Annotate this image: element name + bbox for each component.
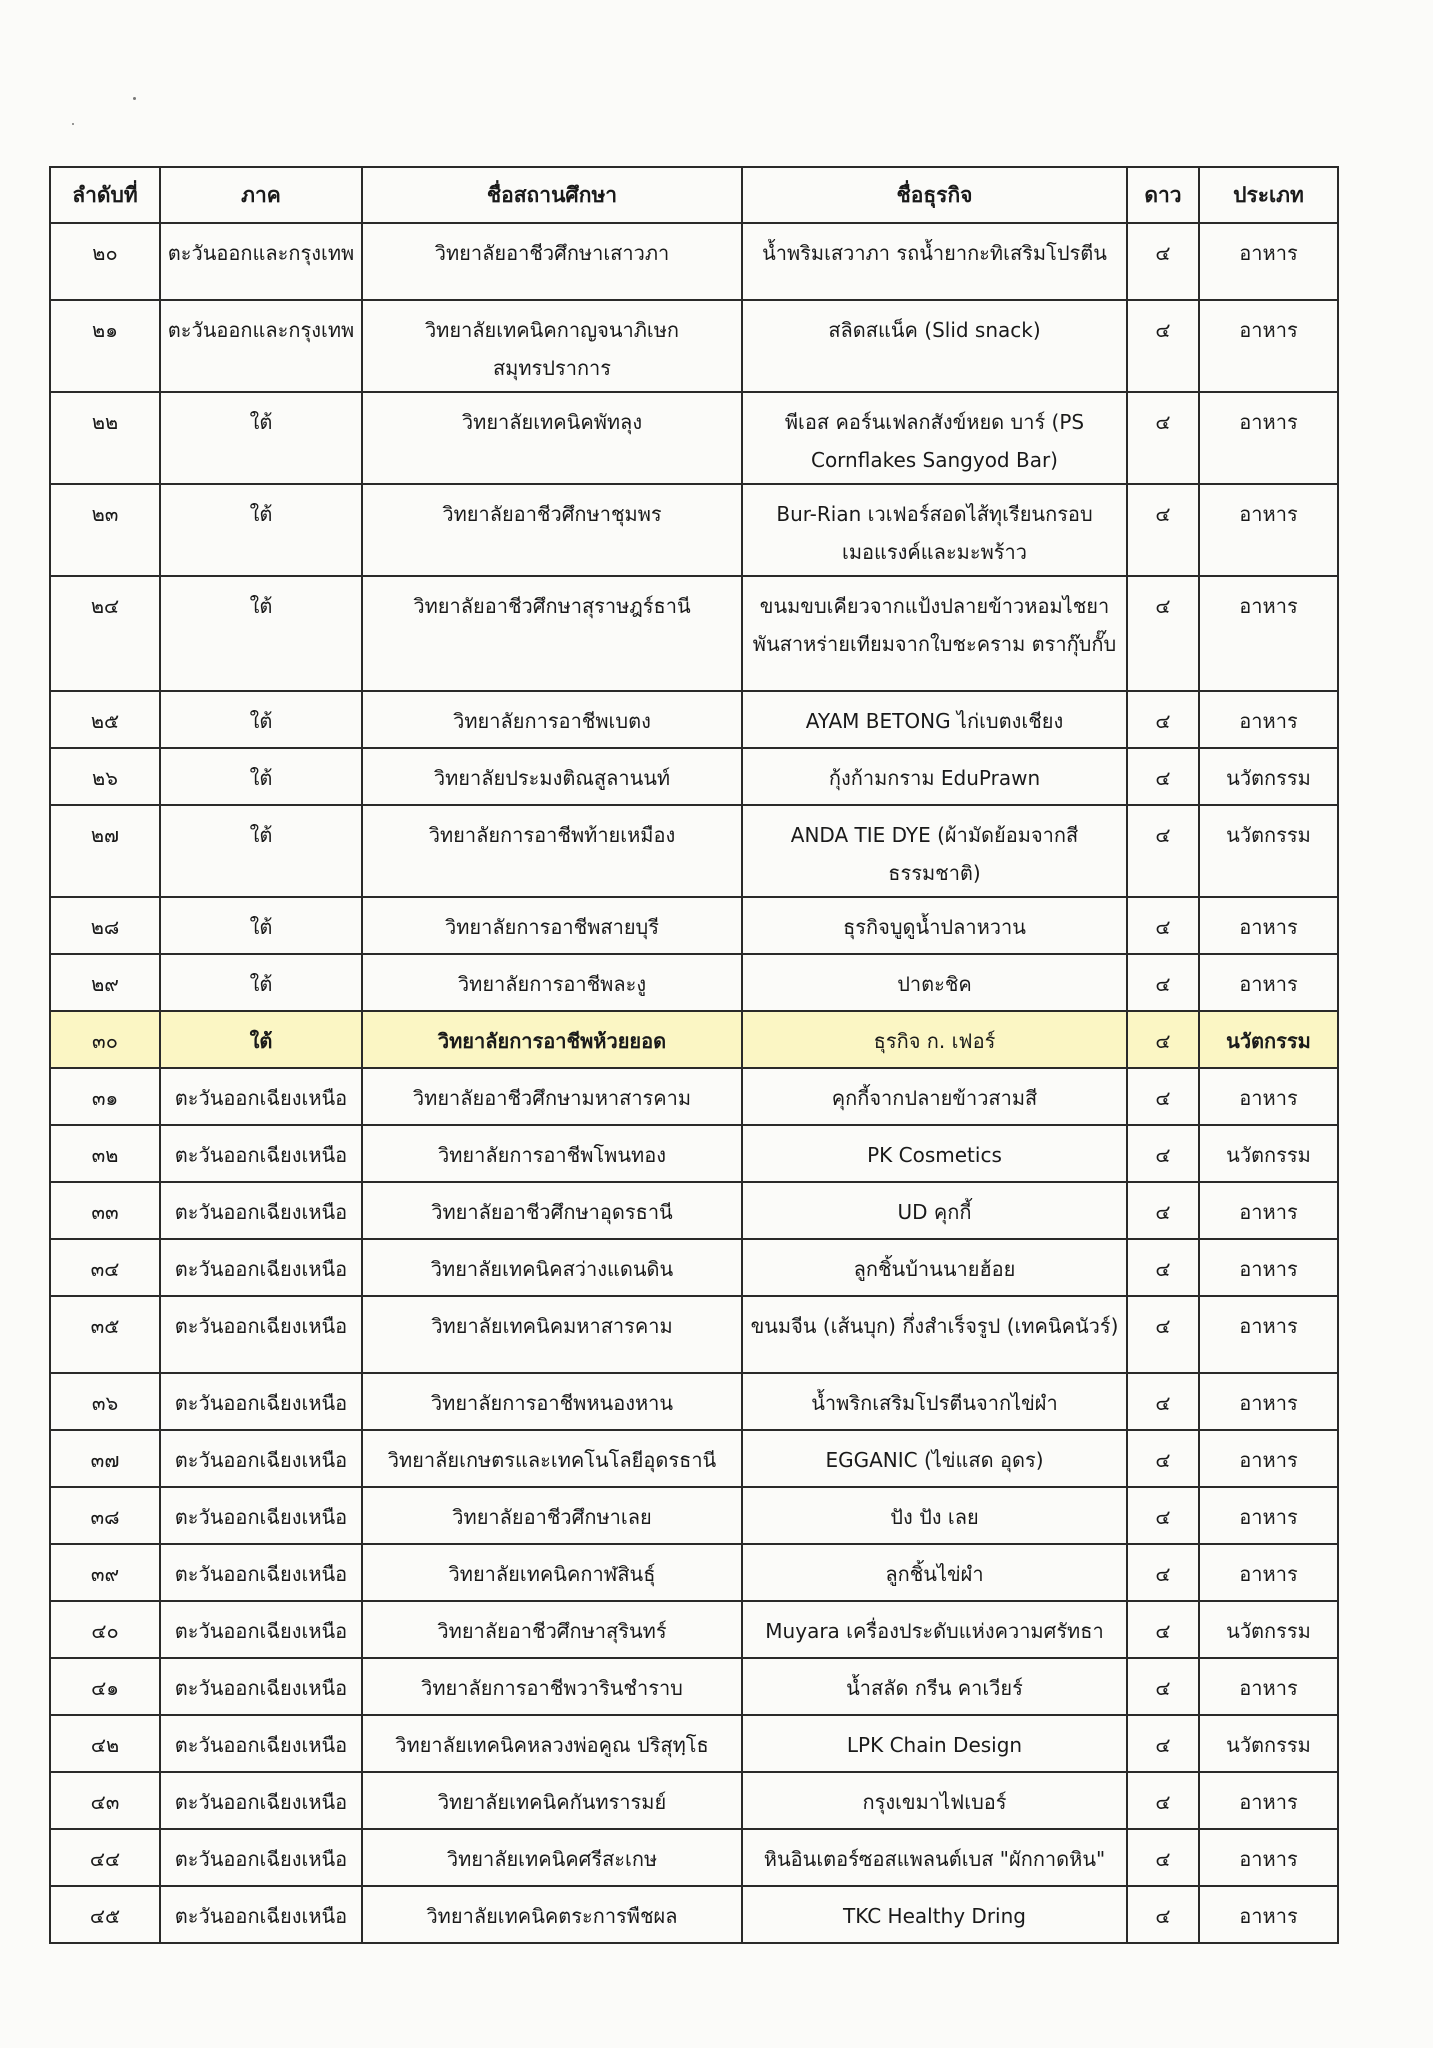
cell-business: น้ำสลัด กรีน คาเวียร์ — [742, 1658, 1127, 1715]
cell-type: อาหาร — [1199, 1658, 1338, 1715]
cell-type: อาหาร — [1199, 392, 1338, 484]
cell-type: อาหาร — [1199, 1182, 1338, 1239]
cell-type: อาหาร — [1199, 691, 1338, 748]
cell-school: วิทยาลัยเทคนิคกาญจนาภิเษก สมุทรปราการ — [362, 300, 742, 392]
cell-type: อาหาร — [1199, 223, 1338, 300]
cell-school: วิทยาลัยการอาชีพเบตง — [362, 691, 742, 748]
cell-no: ๓๐ — [50, 1011, 160, 1068]
cell-business: ขนมจีน (เส้นบุก) กึ่งสำเร็จรูป (เทคนิคนัวร์) — [742, 1296, 1127, 1373]
cell-business: ลูกชิ้นบ้านนายฮ้อย — [742, 1239, 1127, 1296]
cell-region: ตะวันออกเฉียงเหนือ — [160, 1886, 362, 1943]
cell-type: นวัตกรรม — [1199, 748, 1338, 805]
cell-stars: ๔ — [1127, 1182, 1199, 1239]
cell-stars: ๔ — [1127, 223, 1199, 300]
scan-speck — [72, 123, 74, 125]
cell-no: ๔๕ — [50, 1886, 160, 1943]
cell-school: วิทยาลัยเทคนิคหลวงพ่อคูณ ปริสุทฺโธ — [362, 1715, 742, 1772]
cell-stars: ๔ — [1127, 392, 1199, 484]
table-row — [50, 1239, 1338, 1296]
cell-school: วิทยาลัยเทคนิคกันทรารมย์ — [362, 1772, 742, 1829]
cell-no: ๔๔ — [50, 1829, 160, 1886]
cell-region: ตะวันออกเฉียงเหนือ — [160, 1715, 362, 1772]
cell-stars: ๔ — [1127, 300, 1199, 392]
table-row — [50, 1658, 1338, 1715]
cell-school: วิทยาลัยอาชีวศึกษาสุรินทร์ — [362, 1601, 742, 1658]
cell-no: ๓๙ — [50, 1544, 160, 1601]
cell-business: TKC Healthy Dring — [742, 1886, 1127, 1943]
cell-region: ตะวันออกเฉียงเหนือ — [160, 1182, 362, 1239]
cell-type: อาหาร — [1199, 1487, 1338, 1544]
table-row — [50, 300, 1338, 392]
cell-region: ตะวันออกเฉียงเหนือ — [160, 1487, 362, 1544]
cell-stars: ๔ — [1127, 1601, 1199, 1658]
cell-no: ๒๘ — [50, 897, 160, 954]
cell-region: ใต้ — [160, 392, 362, 484]
cell-type: อาหาร — [1199, 1239, 1338, 1296]
cell-no: ๓๑ — [50, 1068, 160, 1125]
cell-type: นวัตกรรม — [1199, 1011, 1338, 1068]
cell-region: ตะวันออกเฉียงเหนือ — [160, 1430, 362, 1487]
table-row — [50, 691, 1338, 748]
cell-region: ตะวันออกเฉียงเหนือ — [160, 1601, 362, 1658]
cell-business: หินอินเตอร์ซอสแพลนต์เบส "ผักกาดหิน" — [742, 1829, 1127, 1886]
cell-no: ๔๐ — [50, 1601, 160, 1658]
cell-school: วิทยาลัยอาชีวศึกษาสุราษฎร์ธานี — [362, 576, 742, 691]
cell-business: ANDA TIE DYE (ผ้ามัดย้อมจากสีธรรมชาติ) — [742, 805, 1127, 897]
table-row — [50, 897, 1338, 954]
cell-no: ๒๐ — [50, 223, 160, 300]
cell-no: ๒๙ — [50, 954, 160, 1011]
cell-stars: ๔ — [1127, 1068, 1199, 1125]
header-region: ภาค — [160, 167, 362, 223]
cell-region: ตะวันออกเฉียงเหนือ — [160, 1068, 362, 1125]
cell-no: ๓๖ — [50, 1373, 160, 1430]
cell-school: วิทยาลัยอาชีวศึกษามหาสารคาม — [362, 1068, 742, 1125]
cell-stars: ๔ — [1127, 1772, 1199, 1829]
cell-no: ๓๔ — [50, 1239, 160, 1296]
cell-region: ตะวันออกเฉียงเหนือ — [160, 1544, 362, 1601]
cell-school: วิทยาลัยการอาชีพโพนทอง — [362, 1125, 742, 1182]
cell-business: กุ้งก้ามกราม EduPrawn — [742, 748, 1127, 805]
cell-school: วิทยาลัยการอาชีพหนองหาน — [362, 1373, 742, 1430]
cell-stars: ๔ — [1127, 1886, 1199, 1943]
cell-no: ๒๓ — [50, 484, 160, 576]
cell-business: น้ำพริมเสวาภา รถน้ำยากะทิเสริมโปรตีน — [742, 223, 1127, 300]
cell-stars: ๔ — [1127, 1658, 1199, 1715]
cell-region: ใต้ — [160, 484, 362, 576]
cell-stars: ๔ — [1127, 897, 1199, 954]
cell-business: ธุรกิจ ก. เฟอร์ — [742, 1011, 1127, 1068]
cell-type: นวัตกรรม — [1199, 805, 1338, 897]
cell-business: EGGANIC (ไข่แสด อุดร) — [742, 1430, 1127, 1487]
cell-type: อาหาร — [1199, 897, 1338, 954]
table-row — [50, 954, 1338, 1011]
cell-stars: ๔ — [1127, 1296, 1199, 1373]
cell-type: อาหาร — [1199, 1373, 1338, 1430]
cell-type: อาหาร — [1199, 1544, 1338, 1601]
cell-type: อาหาร — [1199, 1772, 1338, 1829]
cell-school: วิทยาลัยอาชีวศึกษาอุดรธานี — [362, 1182, 742, 1239]
cell-stars: ๔ — [1127, 484, 1199, 576]
cell-school: วิทยาลัยเทคนิคกาฬสินธุ์ — [362, 1544, 742, 1601]
cell-school: วิทยาลัยเทคนิคตระการพืชผล — [362, 1886, 742, 1943]
cell-business: ปัง ปัง เลย — [742, 1487, 1127, 1544]
cell-stars: ๔ — [1127, 1373, 1199, 1430]
cell-type: อาหาร — [1199, 1430, 1338, 1487]
table-header-row — [50, 167, 1338, 223]
table-row — [50, 484, 1338, 576]
cell-region: ตะวันออกและกรุงเทพ — [160, 300, 362, 392]
scan-speck — [133, 97, 136, 100]
cell-region: ตะวันออกเฉียงเหนือ — [160, 1829, 362, 1886]
cell-stars: ๔ — [1127, 1239, 1199, 1296]
cell-business: ธุรกิจบูดูน้ำปลาหวาน — [742, 897, 1127, 954]
cell-region: ใต้ — [160, 576, 362, 691]
table-row — [50, 1715, 1338, 1772]
cell-business: AYAM BETONG ไก่เบตงเชียง — [742, 691, 1127, 748]
cell-stars: ๔ — [1127, 954, 1199, 1011]
cell-school: วิทยาลัยเทคนิคสว่างแดนดิน — [362, 1239, 742, 1296]
cell-no: ๔๓ — [50, 1772, 160, 1829]
table-row — [50, 1544, 1338, 1601]
cell-business: น้ำพริกเสริมโปรตีนจากไข่ผำ — [742, 1373, 1127, 1430]
cell-stars: ๔ — [1127, 805, 1199, 897]
cell-school: วิทยาลัยการอาชีพวารินชำราบ — [362, 1658, 742, 1715]
cell-region: ตะวันออกเฉียงเหนือ — [160, 1373, 362, 1430]
table-row — [50, 1772, 1338, 1829]
cell-no: ๔๒ — [50, 1715, 160, 1772]
cell-no: ๒๗ — [50, 805, 160, 897]
cell-type: อาหาร — [1199, 1829, 1338, 1886]
cell-stars: ๔ — [1127, 1125, 1199, 1182]
cell-no: ๓๘ — [50, 1487, 160, 1544]
table-row — [50, 1125, 1338, 1182]
cell-stars: ๔ — [1127, 576, 1199, 691]
cell-business: ขนมขบเคียวจากแป้งปลายข้าวหอมไชยา พันสาหร่ายเทียมจากใบชะคราม ตรากุ๊บกั๊บ — [742, 576, 1127, 691]
cell-business: สลิดสแน็ค (Slid snack) — [742, 300, 1127, 392]
cell-school: วิทยาลัยเทคนิคศรีสะเกษ — [362, 1829, 742, 1886]
cell-business: กรุงเขมาไฟเบอร์ — [742, 1772, 1127, 1829]
table-row — [50, 805, 1338, 897]
table-row — [50, 1829, 1338, 1886]
table-row — [50, 223, 1338, 300]
header-type: ประเภท — [1199, 167, 1338, 223]
table-row — [50, 392, 1338, 484]
cell-no: ๓๓ — [50, 1182, 160, 1239]
cell-region: ตะวันออกเฉียงเหนือ — [160, 1296, 362, 1373]
cell-school: วิทยาลัยการอาชีพสายบุรี — [362, 897, 742, 954]
cell-region: ใต้ — [160, 805, 362, 897]
cell-business: UD คุกกี้ — [742, 1182, 1127, 1239]
cell-no: ๔๑ — [50, 1658, 160, 1715]
cell-no: ๒๕ — [50, 691, 160, 748]
cell-region: ตะวันออกเฉียงเหนือ — [160, 1239, 362, 1296]
cell-type: อาหาร — [1199, 576, 1338, 691]
cell-stars: ๔ — [1127, 1011, 1199, 1068]
cell-stars: ๔ — [1127, 1715, 1199, 1772]
cell-no: ๒๖ — [50, 748, 160, 805]
cell-region: ตะวันออกเฉียงเหนือ — [160, 1658, 362, 1715]
cell-business: Muyara เครื่องประดับแห่งความศรัทธา — [742, 1601, 1127, 1658]
cell-region: ใต้ — [160, 954, 362, 1011]
table-row — [50, 1430, 1338, 1487]
cell-school: วิทยาลัยเทคนิคพัทลุง — [362, 392, 742, 484]
college-business-table — [49, 166, 1339, 1944]
cell-region: ใต้ — [160, 897, 362, 954]
table-row — [50, 1886, 1338, 1943]
cell-business: Bur-Rian เวเฟอร์สอดไส้ทุเรียนกรอบ เมอแรงค์และมะพร้าว — [742, 484, 1127, 576]
cell-type: อาหาร — [1199, 1068, 1338, 1125]
cell-type: อาหาร — [1199, 954, 1338, 1011]
cell-no: ๓๗ — [50, 1430, 160, 1487]
cell-type: อาหาร — [1199, 484, 1338, 576]
header-stars: ดาว — [1127, 167, 1199, 223]
cell-business: PK Cosmetics — [742, 1125, 1127, 1182]
cell-no: ๒๔ — [50, 576, 160, 691]
cell-school: วิทยาลัยอาชีวศึกษาชุมพร — [362, 484, 742, 576]
cell-no: ๒๑ — [50, 300, 160, 392]
cell-type: อาหาร — [1199, 1886, 1338, 1943]
cell-no: ๒๒ — [50, 392, 160, 484]
cell-stars: ๔ — [1127, 1544, 1199, 1601]
table-row — [50, 1068, 1338, 1125]
cell-school: วิทยาลัยอาชีวศึกษาเลย — [362, 1487, 742, 1544]
cell-region: ตะวันออกเฉียงเหนือ — [160, 1125, 362, 1182]
cell-business: พีเอส คอร์นเฟลกสังข์หยด บาร์ (PS Cornflakes Sangyod Bar) — [742, 392, 1127, 484]
table-row — [50, 1373, 1338, 1430]
cell-type: นวัตกรรม — [1199, 1125, 1338, 1182]
table-row — [50, 1296, 1338, 1373]
cell-region: ตะวันออกและกรุงเทพ — [160, 223, 362, 300]
cell-region: ใต้ — [160, 748, 362, 805]
cell-no: ๓๒ — [50, 1125, 160, 1182]
table-row — [50, 576, 1338, 691]
table-row — [50, 748, 1338, 805]
cell-school: วิทยาลัยประมงติณสูลานนท์ — [362, 748, 742, 805]
cell-region: ใต้ — [160, 1011, 362, 1068]
cell-type: นวัตกรรม — [1199, 1715, 1338, 1772]
cell-stars: ๔ — [1127, 1487, 1199, 1544]
cell-school: วิทยาลัยการอาชีพละงู — [362, 954, 742, 1011]
table-row — [50, 1182, 1338, 1239]
cell-region: ใต้ — [160, 691, 362, 748]
cell-stars: ๔ — [1127, 1829, 1199, 1886]
cell-business: LPK Chain Design — [742, 1715, 1127, 1772]
table-row — [50, 1011, 1338, 1068]
cell-school: วิทยาลัยเทคนิคมหาสารคาม — [362, 1296, 742, 1373]
cell-no: ๓๕ — [50, 1296, 160, 1373]
cell-stars: ๔ — [1127, 1430, 1199, 1487]
cell-type: นวัตกรรม — [1199, 1601, 1338, 1658]
table-row — [50, 1487, 1338, 1544]
cell-stars: ๔ — [1127, 691, 1199, 748]
cell-type: อาหาร — [1199, 1296, 1338, 1373]
cell-school: วิทยาลัยเกษตรและเทคโนโลยีอุดรธานี — [362, 1430, 742, 1487]
cell-school: วิทยาลัยอาชีวศึกษาเสาวภา — [362, 223, 742, 300]
cell-type: อาหาร — [1199, 300, 1338, 392]
header-business: ชื่อธุรกิจ — [742, 167, 1127, 223]
cell-school: วิทยาลัยการอาชีพท้ายเหมือง — [362, 805, 742, 897]
cell-stars: ๔ — [1127, 748, 1199, 805]
cell-region: ตะวันออกเฉียงเหนือ — [160, 1772, 362, 1829]
cell-business: ปาตะชิค — [742, 954, 1127, 1011]
header-school: ชื่อสถานศึกษา — [362, 167, 742, 223]
header-no: ลำดับที่ — [50, 167, 160, 223]
table-row — [50, 1601, 1338, 1658]
cell-school: วิทยาลัยการอาชีพห้วยยอด — [362, 1011, 742, 1068]
cell-business: คุกกี้จากปลายข้าวสามสี — [742, 1068, 1127, 1125]
cell-business: ลูกชิ้นไข่ผำ — [742, 1544, 1127, 1601]
